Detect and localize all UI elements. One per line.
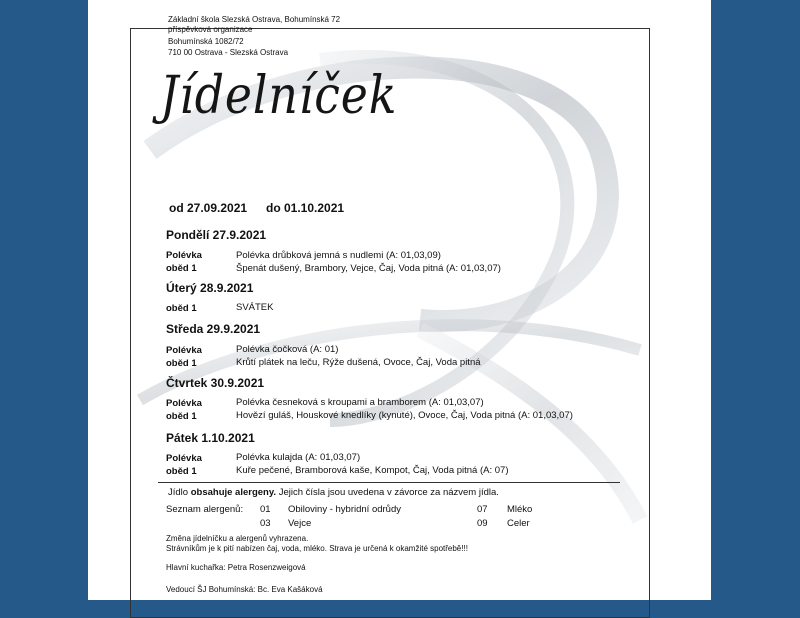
allergen-name: Mléko [507,504,533,515]
day-title-friday: Pátek 1.10.2021 [166,431,255,445]
meal-label: oběd 1 [166,303,197,314]
allergen-divider [158,482,620,483]
meal-text: Polévka čočková (A: 01) [236,344,339,355]
allergen-note [168,487,499,498]
meal-text: Špenát dušený, Brambory, Vejce, Čaj, Voda pitná (A: 01,03,07) [236,263,501,274]
meal-text: Kuře pečené, Bramborová kaše, Kompot, Čaj, Voda pitná (A: 07) [236,465,509,476]
allergen-code: 03 [260,518,271,529]
school-type: příspěvková organizace [168,25,253,34]
allergen-note-start: Jídlo [168,487,191,498]
allergen-code: 07 [477,504,488,515]
school-name: Základní škola Slezská Ostrava, Bohumínská 72 [168,15,341,24]
meal-label: oběd 1 [166,263,197,274]
meal-label: Polévka [166,398,202,409]
allergen-note-end: Jejich čísla jsou uvedena v závorce za názvem jídla. [276,487,499,498]
footer-note-change: Změna jídelníčku a alergenů vyhrazena. [166,534,309,543]
meal-label: Polévka [166,345,202,356]
meal-text: Hovězí guláš, Houskové knedlíky (kynuté), Ovoce, Čaj, Voda pitná (A: 01,03,07) [236,410,573,421]
meal-label: Polévka [166,453,202,464]
allergen-code: 01 [260,504,271,515]
head-cook: Hlavní kuchařka: Petra Rosenzweigová [166,563,306,572]
meal-text: Krůtí plátek na leču, Rýže dušená, Ovoce, Čaj, Voda pitná [236,357,481,368]
allergen-name: Obiloviny - hybridní odrůdy [288,504,401,515]
meal-label: Polévka [166,250,202,261]
allergen-code: 09 [477,518,488,529]
meal-label: oběd 1 [166,411,197,422]
day-title-thursday: Čtvrtek 30.9.2021 [166,376,265,390]
meal-text: Polévka česneková s kroupami a bramborem (A: 01,03,07) [236,397,484,408]
allergen-name: Celer [507,518,530,529]
day-title-wednesday: Středa 29.9.2021 [166,322,261,336]
day-title-tuesday: Úterý 28.9.2021 [166,281,254,295]
canteen-manager: Vedoucí ŠJ Bohumínská: Bc. Eva Kašáková [166,585,323,594]
meal-text: Polévka kulajda (A: 01,03,07) [236,452,361,463]
school-street: Bohumínská 1082/72 [168,37,244,46]
allergen-name: Vejce [288,518,312,529]
meal-label: oběd 1 [166,466,197,477]
meal-label: oběd 1 [166,358,197,369]
footer-note-drinks: Strávníkům je k pití nabízen čaj, voda, mléko. Strava je určená k okamžité spotřebě!!! [166,544,468,553]
period-from: od 27.09.2021 [169,201,248,215]
meal-text: Polévka drůbková jemná s nudlemi (A: 01,03,09) [236,250,441,261]
allergen-note-bold: obsahuje alergeny. [190,487,277,498]
page-title: Jídelníček [160,66,398,126]
day-title-monday: Pondělí 27.9.2021 [166,228,267,242]
allergen-list-label: Seznam alergenů: [166,504,244,515]
school-city: 710 00 Ostrava - Slezská Ostrava [168,48,289,57]
meal-text: SVÁTEK [236,302,274,313]
period-to: do 01.10.2021 [266,201,345,215]
